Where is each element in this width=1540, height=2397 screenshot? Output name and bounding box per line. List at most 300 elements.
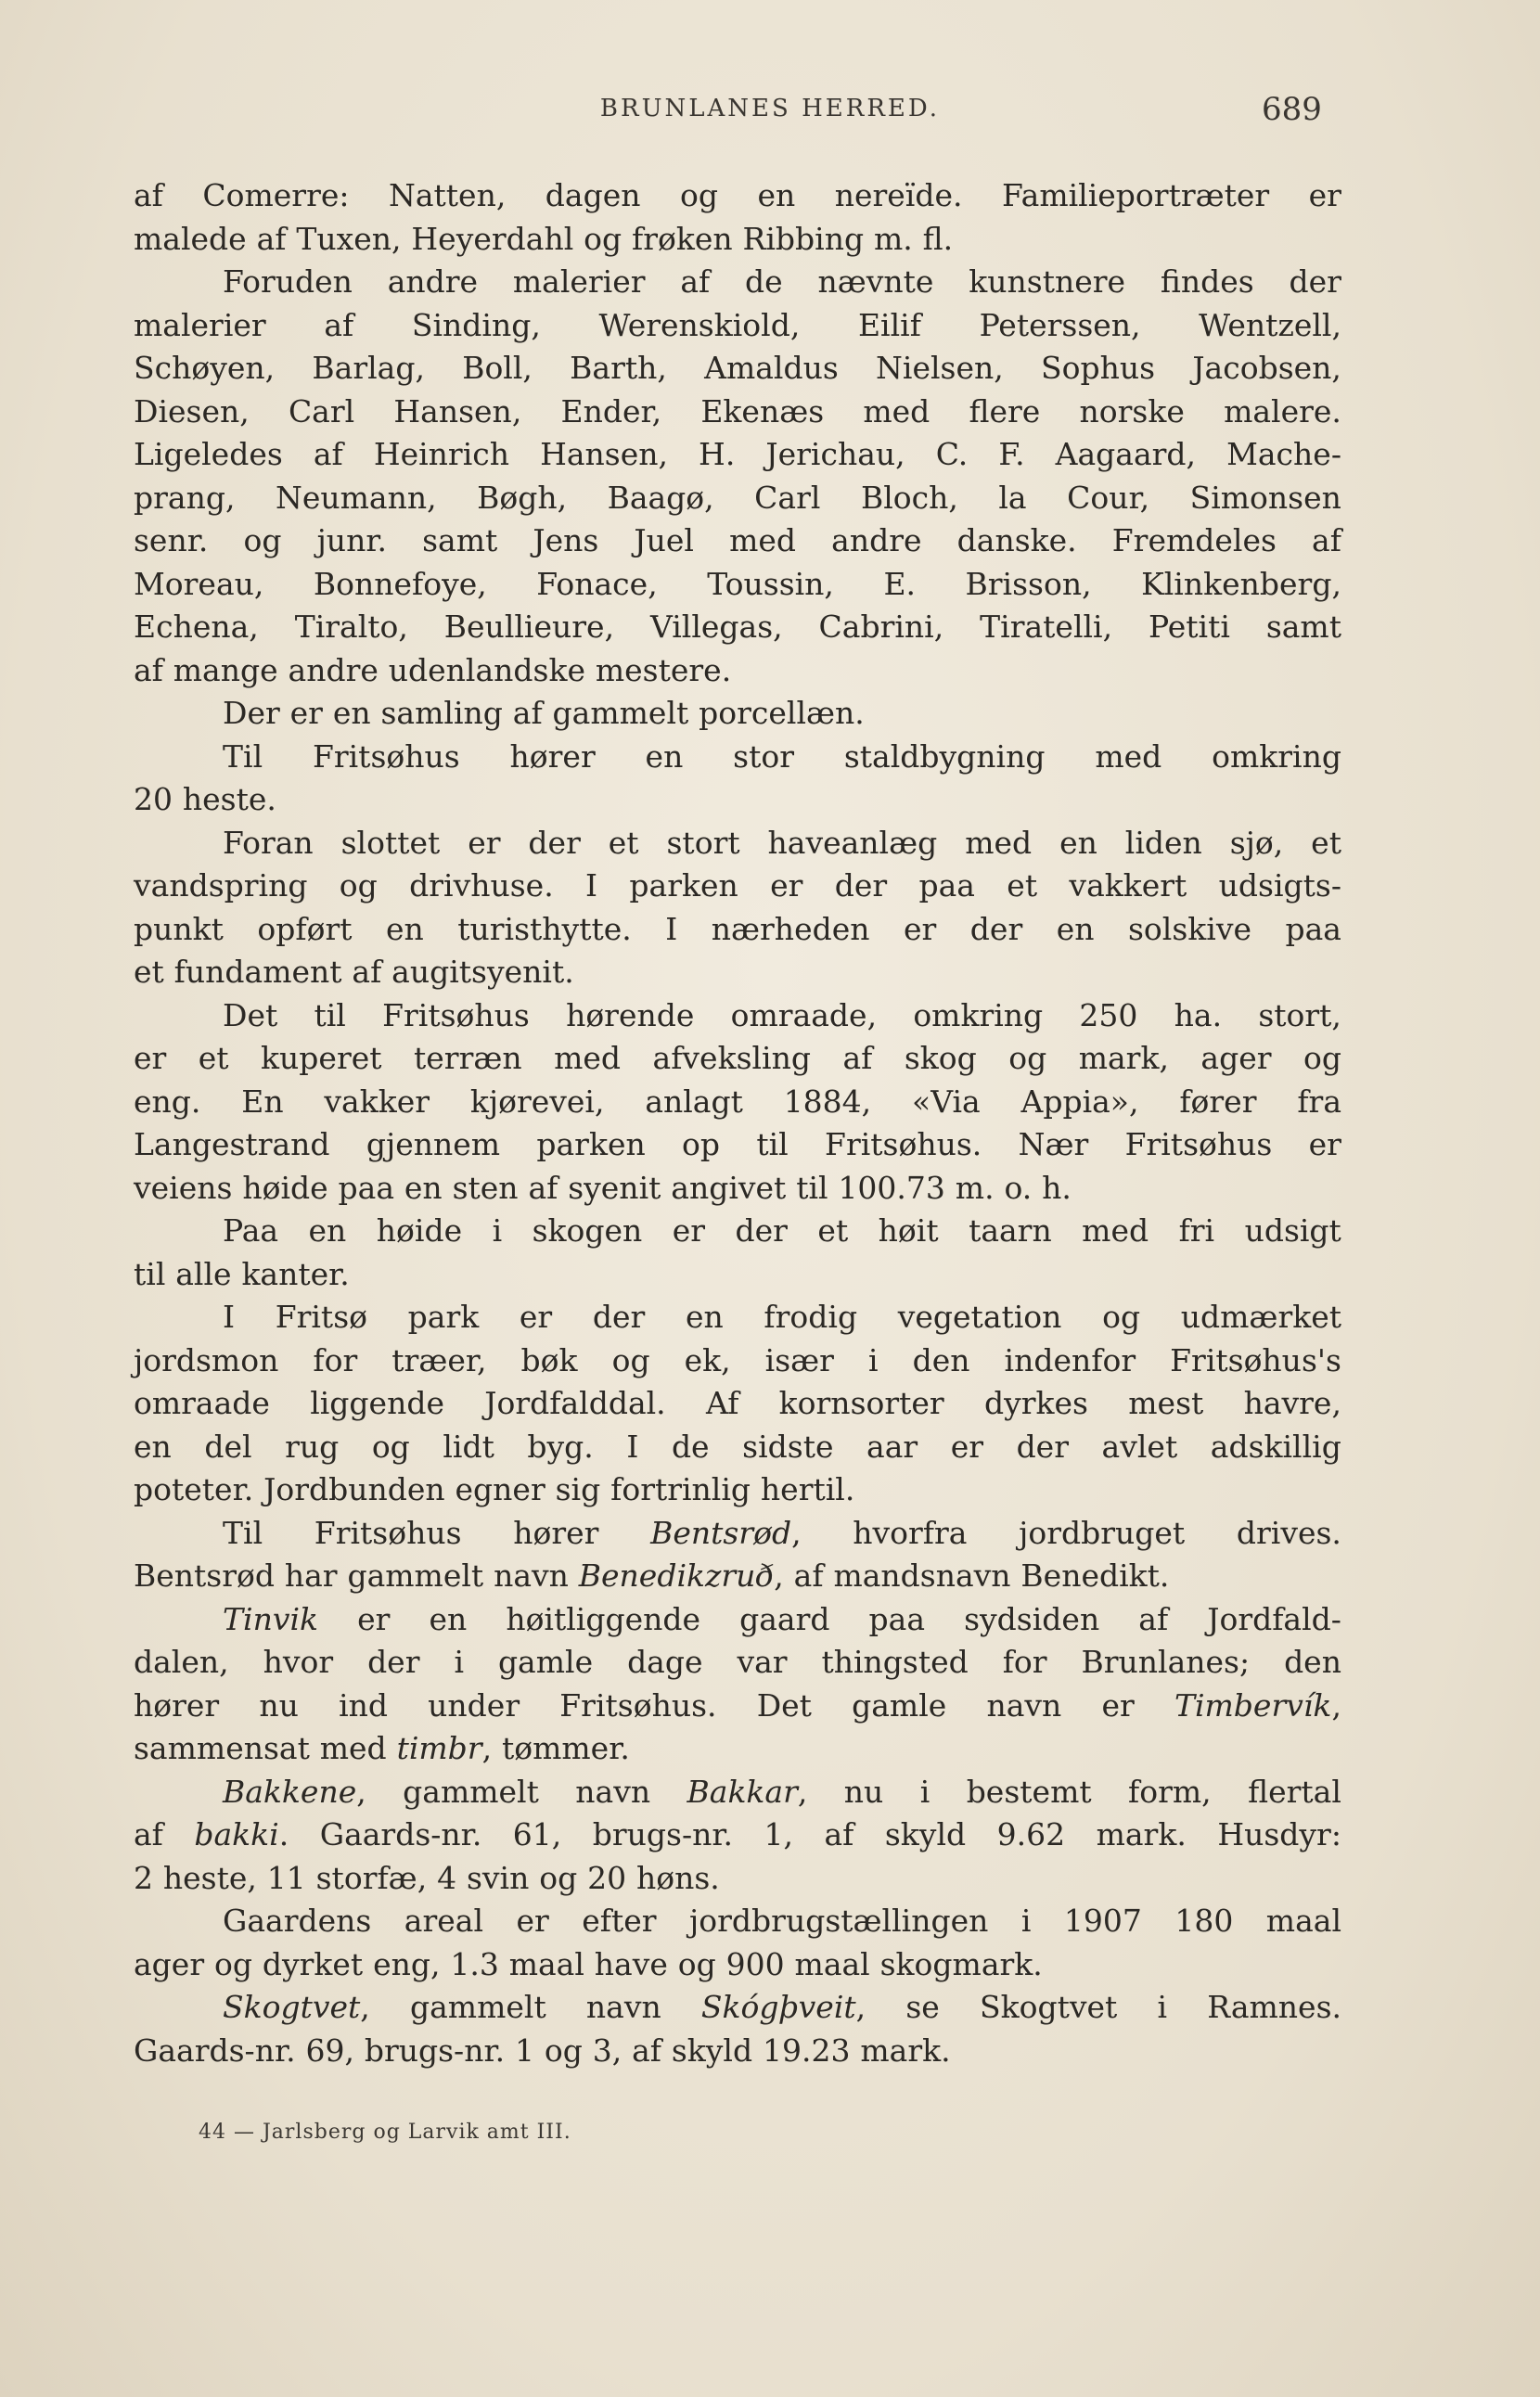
word: jordbrugstællingen — [689, 1903, 989, 1939]
word: og — [544, 2032, 583, 2069]
word: En — [241, 1083, 284, 1120]
word: hertil. — [760, 1471, 855, 1507]
word: Klinkenberg, — [1141, 565, 1341, 602]
word: kanter. — [241, 1255, 350, 1292]
word: indenfor — [1004, 1341, 1136, 1378]
word: skogen — [532, 1212, 643, 1249]
word: i — [867, 1341, 879, 1378]
word: brugs-nr. — [364, 2032, 506, 2069]
word: m. — [874, 220, 913, 257]
word: fra — [1297, 1083, 1341, 1120]
word: ager — [134, 1945, 205, 1982]
word: Gaardens — [223, 1903, 372, 1939]
word: mestere. — [595, 651, 732, 688]
word: er — [770, 867, 803, 904]
word: der — [528, 824, 581, 861]
word: af — [134, 1816, 163, 1852]
word: maal — [508, 1945, 584, 1982]
word: og — [679, 177, 718, 213]
text-line — [134, 1986, 1341, 2030]
word: haveanlæg — [767, 824, 938, 861]
word: mandsnavn — [833, 1557, 1011, 1594]
word: med — [729, 522, 797, 558]
word: frodig — [764, 1299, 858, 1335]
word: til — [314, 996, 346, 1033]
text-line — [134, 1081, 1341, 1124]
word: op — [682, 1126, 721, 1162]
word: Petiti — [1149, 609, 1230, 645]
word: var — [737, 1644, 788, 1680]
text-line — [134, 218, 1341, 262]
word: nu — [843, 1773, 884, 1810]
word: nærheden — [711, 910, 870, 947]
word: omraade — [134, 1385, 270, 1421]
word: lidt — [443, 1428, 494, 1465]
text-line — [134, 1253, 1341, 1297]
word: Skogtvet — [979, 1989, 1118, 2025]
word: 11 — [266, 1859, 306, 1896]
word: er — [468, 824, 501, 861]
word: en — [757, 177, 796, 213]
word: høide — [376, 1212, 463, 1249]
word: Fritsøhus — [1124, 1126, 1273, 1162]
word: ek, — [684, 1341, 731, 1378]
word: de — [745, 263, 783, 300]
word: i — [919, 1773, 930, 1810]
word: Peterssen, — [979, 306, 1141, 343]
text-line — [134, 1771, 1341, 1814]
word: parken — [629, 867, 738, 904]
word: sydsiden — [964, 1600, 1100, 1637]
word: drivhuse. — [409, 867, 554, 904]
word: I — [585, 867, 598, 904]
word: Paa — [223, 1212, 279, 1249]
word: af — [680, 263, 711, 300]
word: Jordbunden — [263, 1471, 445, 1507]
text-line — [134, 736, 1341, 779]
word: af — [134, 651, 163, 688]
word: Barlag, — [312, 350, 425, 386]
word: Der — [223, 695, 280, 731]
word: en — [385, 910, 424, 947]
text-line — [134, 1296, 1341, 1340]
text-line — [134, 994, 1341, 1038]
word: malerier — [134, 306, 266, 343]
text-line — [134, 1167, 1341, 1211]
word: Carl — [754, 479, 821, 516]
word: thingsted — [821, 1644, 969, 1680]
word: Fonace, — [536, 565, 658, 602]
text-line — [134, 1900, 1341, 1943]
italic-word: Timbervík, — [1174, 1686, 1341, 1724]
word: flere — [969, 392, 1041, 429]
word: og — [1008, 1040, 1047, 1076]
word: Fritsøhus — [314, 1514, 462, 1551]
word: afveksling — [652, 1040, 811, 1076]
word: samt — [1265, 609, 1341, 645]
word: andre — [387, 263, 479, 300]
word: og — [339, 867, 378, 904]
word: Jerichau, — [765, 436, 905, 472]
word: Fremdeles — [1111, 522, 1277, 558]
word: Ribbing — [742, 220, 865, 257]
word: kunstnere — [969, 263, 1126, 300]
word: Gaards-nr. — [319, 1816, 482, 1852]
word: anlagt — [645, 1083, 743, 1120]
word: Bentsrød — [134, 1557, 275, 1594]
word: dalen, — [134, 1644, 229, 1680]
body-text — [134, 174, 1341, 2072]
text-line — [134, 908, 1341, 952]
word: angivet — [671, 1169, 787, 1206]
word: for — [313, 1341, 358, 1378]
word: og — [1303, 1040, 1341, 1076]
word: rug — [285, 1428, 340, 1465]
text-line — [134, 347, 1341, 391]
word: terræn — [414, 1040, 522, 1076]
text-line — [134, 1555, 1341, 1598]
word: Ligeledes — [134, 436, 283, 472]
text-line — [134, 649, 1341, 693]
word: af — [632, 2032, 661, 2069]
word: med — [319, 1730, 387, 1766]
word: svin — [466, 1859, 530, 1896]
word: der — [1016, 1428, 1069, 1465]
word: gammelt — [552, 695, 689, 731]
word: dyrkes — [983, 1385, 1088, 1421]
word: udsigt — [1244, 1212, 1341, 1249]
word: Til — [223, 737, 263, 775]
word: hører — [513, 1514, 599, 1551]
word: og — [611, 1341, 650, 1378]
word: C. — [935, 436, 969, 472]
word: brugs-nr. — [592, 1816, 734, 1852]
word: Simonsen — [1189, 479, 1341, 516]
word: heste, — [162, 1859, 257, 1896]
word: hvorfra — [853, 1514, 968, 1551]
word: vandspring — [134, 867, 308, 904]
word: Tiralto, — [294, 609, 408, 645]
word: omkring — [913, 996, 1044, 1033]
word: bøk — [520, 1341, 578, 1378]
word: Bloch, — [860, 479, 958, 516]
italic-word: Benedikzruð, — [578, 1557, 784, 1594]
word: har — [284, 1557, 338, 1594]
running-title: BRUNLANES HERRED. — [599, 95, 941, 122]
word: punkt — [134, 910, 224, 947]
word: af — [324, 306, 354, 343]
word: fortrinlig — [610, 1471, 751, 1507]
word: omraade, — [730, 996, 878, 1033]
word: avlet — [1101, 1428, 1178, 1465]
word: er — [1308, 177, 1341, 213]
word: Hansen, — [540, 436, 668, 472]
word: del — [204, 1428, 252, 1465]
word: Ekenæs — [700, 392, 825, 429]
word: Jacobsen, — [1192, 350, 1341, 386]
word: stor — [733, 737, 795, 775]
word: Tiratelli, — [980, 609, 1113, 645]
word: 1.3 — [450, 1945, 499, 1982]
word: sammensat — [134, 1730, 310, 1766]
word: ha. — [1174, 996, 1223, 1033]
word: den — [1284, 1644, 1341, 1680]
word: 100.73 — [838, 1169, 945, 1206]
word: form, — [1128, 1773, 1212, 1810]
word: af — [313, 436, 343, 472]
word: hører — [134, 1686, 220, 1724]
word: Barth, — [570, 350, 667, 386]
word: er — [904, 910, 937, 947]
word: en — [645, 737, 684, 775]
word: have — [594, 1945, 668, 1982]
word: Til — [223, 1514, 263, 1551]
word: kjørevei, — [469, 1083, 605, 1120]
word: gammelt — [409, 1989, 546, 2025]
word: Nielsen, — [876, 350, 1004, 386]
word: mest — [1128, 1385, 1204, 1421]
word: prang, — [134, 479, 236, 516]
italic-word: Skogtvet, — [223, 1989, 370, 2025]
word: Moreau, — [134, 565, 264, 602]
text-line — [134, 433, 1341, 477]
text-line — [134, 1123, 1341, 1167]
word: er — [516, 1903, 549, 1939]
italic-word: Bentsrød, — [650, 1514, 802, 1551]
word: til — [134, 1255, 166, 1292]
word: opført — [257, 910, 353, 947]
word: gamle — [497, 1644, 594, 1680]
word: Aagaard, — [1055, 436, 1197, 472]
word: er — [950, 1428, 984, 1465]
word: Baagø, — [607, 479, 714, 516]
word: en — [429, 1600, 468, 1637]
word: mark, — [1078, 1040, 1169, 1076]
word: jordsmon — [134, 1341, 279, 1378]
text-line — [134, 1814, 1341, 1857]
word: er — [134, 1040, 167, 1076]
word: Langestrand — [134, 1126, 330, 1162]
word: 2 — [134, 1859, 153, 1896]
word: Fritsø — [275, 1299, 367, 1335]
word: Det — [223, 996, 278, 1033]
word: 250 — [1079, 996, 1138, 1033]
word: fri — [1178, 1212, 1215, 1249]
word: Sinding, — [411, 306, 541, 343]
word: hørende — [566, 996, 695, 1033]
text-line — [134, 1512, 1341, 1556]
word: Heinrich — [373, 436, 509, 472]
word: af — [528, 1169, 558, 1206]
word: gammelt — [347, 1557, 484, 1594]
word: en — [1056, 910, 1095, 947]
word: Amaldus — [704, 350, 839, 386]
text-line — [134, 1685, 1341, 1728]
word: af — [134, 177, 163, 213]
text-line — [134, 1641, 1341, 1685]
word: et — [198, 1040, 229, 1076]
word: andre — [288, 651, 379, 688]
word: og — [584, 220, 622, 257]
word: fl. — [922, 220, 954, 257]
word: turisthytte. — [457, 910, 632, 947]
word: dyrket — [262, 1945, 364, 1982]
word: 3, — [592, 2032, 622, 2069]
word: Echena, — [134, 609, 259, 645]
word: 9.62 — [996, 1816, 1066, 1852]
word: navn — [986, 1686, 1062, 1724]
word: Mache- — [1226, 436, 1341, 472]
word: med — [554, 1040, 622, 1076]
word: poteter. — [134, 1471, 254, 1507]
word: Neumann, — [275, 479, 437, 516]
word: Appia», — [1020, 1083, 1139, 1120]
word: udsigts- — [1218, 867, 1341, 904]
word: se — [905, 1989, 940, 2025]
word: nereïde. — [834, 177, 963, 213]
word: vakkert — [1069, 867, 1187, 904]
word: høit — [878, 1212, 939, 1249]
word: i — [492, 1212, 503, 1249]
word: sten — [452, 1169, 519, 1206]
word: fører — [1179, 1083, 1257, 1120]
word: de — [671, 1428, 710, 1465]
word: der — [592, 1299, 646, 1335]
word: og — [371, 1428, 410, 1465]
word: solskive — [1128, 910, 1252, 947]
italic-word: timbr, — [396, 1730, 493, 1766]
text-line — [134, 606, 1341, 649]
word: en — [134, 1428, 172, 1465]
word: Benedikt. — [1020, 1557, 1170, 1594]
word: Fritsøhus. — [559, 1686, 717, 1724]
word: Hansen, — [393, 392, 522, 429]
word: 4 — [437, 1859, 457, 1896]
word: danske. — [956, 522, 1077, 558]
word: hvor — [263, 1644, 334, 1680]
word: høns. — [635, 1859, 720, 1896]
word: Natten, — [388, 177, 507, 213]
word: o. — [1004, 1169, 1033, 1206]
word: træer, — [391, 1341, 487, 1378]
word: park — [407, 1299, 480, 1335]
word: udmærket — [1180, 1299, 1341, 1335]
italic-word: bakki. — [194, 1816, 289, 1852]
word: heste. — [182, 781, 276, 817]
word: med — [965, 824, 1033, 861]
word: Heyerdahl — [411, 220, 574, 257]
word: paa — [338, 1169, 395, 1206]
word: tømmer. — [501, 1730, 630, 1766]
word: af — [1138, 1600, 1169, 1637]
word: høitliggende — [506, 1600, 701, 1637]
text-line — [134, 692, 1341, 736]
word: Toussin, — [707, 565, 834, 602]
word: nævnte — [817, 263, 934, 300]
word: samt — [422, 522, 498, 558]
word: et — [1311, 824, 1341, 861]
word: 1 — [514, 2032, 534, 2069]
word: I — [626, 1428, 639, 1465]
text-line — [134, 1382, 1341, 1426]
word: andre — [831, 522, 922, 558]
text-line — [134, 1340, 1341, 1383]
word: maal — [1265, 1903, 1341, 1939]
word: bestemt — [966, 1773, 1092, 1810]
word: 180 — [1174, 1903, 1234, 1939]
word: junr. — [316, 522, 387, 558]
word: der — [834, 867, 888, 904]
text-line — [134, 391, 1341, 434]
word: for — [1002, 1644, 1047, 1680]
word: i — [454, 1644, 464, 1680]
word: 1884, — [783, 1083, 872, 1120]
word: der — [367, 1644, 420, 1680]
word: storfæ, — [315, 1859, 428, 1896]
word: parken — [536, 1126, 646, 1162]
word: Foran — [223, 824, 314, 861]
word: Diesen, — [134, 392, 250, 429]
word: et — [134, 954, 164, 990]
word: nu — [259, 1686, 299, 1724]
word: med — [863, 392, 930, 429]
word: Cabrini, — [818, 609, 944, 645]
word: 69, — [305, 2032, 354, 2069]
word: stort, — [1258, 996, 1341, 1033]
word: 61, — [512, 1816, 562, 1852]
word: til — [796, 1169, 828, 1206]
word: I — [223, 1299, 236, 1335]
word: under — [428, 1686, 520, 1724]
word: Fritsøhus — [382, 996, 530, 1033]
italic-word: Tinvik — [223, 1600, 319, 1637]
word: Brisson, — [965, 565, 1092, 602]
word: norske — [1079, 392, 1185, 429]
word: la — [998, 479, 1027, 516]
text-line — [134, 1210, 1341, 1253]
text-line — [134, 865, 1341, 908]
word: omkring — [1212, 737, 1341, 775]
word: 20 — [587, 1859, 627, 1896]
word: et — [817, 1212, 849, 1249]
word: skyld — [671, 2032, 753, 2069]
word: paa — [918, 867, 975, 904]
word: til — [756, 1126, 789, 1162]
word: Gaards-nr. — [134, 2032, 296, 2069]
word: m. — [955, 1169, 995, 1206]
word: Eilif — [857, 306, 921, 343]
word: liden — [1124, 824, 1202, 861]
word: stort — [666, 824, 740, 861]
word: Jordfalddal. — [484, 1385, 666, 1421]
word: mange — [173, 651, 278, 688]
word: dagen — [545, 177, 641, 213]
word: sig — [555, 1471, 601, 1507]
word: især — [764, 1341, 834, 1378]
word: fundament — [173, 954, 342, 990]
word: syenit — [568, 1169, 661, 1206]
word: Jordfald- — [1207, 1600, 1341, 1637]
word: gammelt — [403, 1773, 539, 1810]
word: ager — [1200, 1040, 1272, 1076]
word: paa — [868, 1600, 926, 1637]
word: Schøyen, — [134, 350, 276, 386]
word: porcellæn. — [699, 695, 865, 731]
italic-word: Bakkar, — [687, 1773, 808, 1810]
word: senr. — [134, 522, 209, 558]
word: der — [1289, 263, 1341, 300]
word: vegetation — [897, 1299, 1062, 1335]
